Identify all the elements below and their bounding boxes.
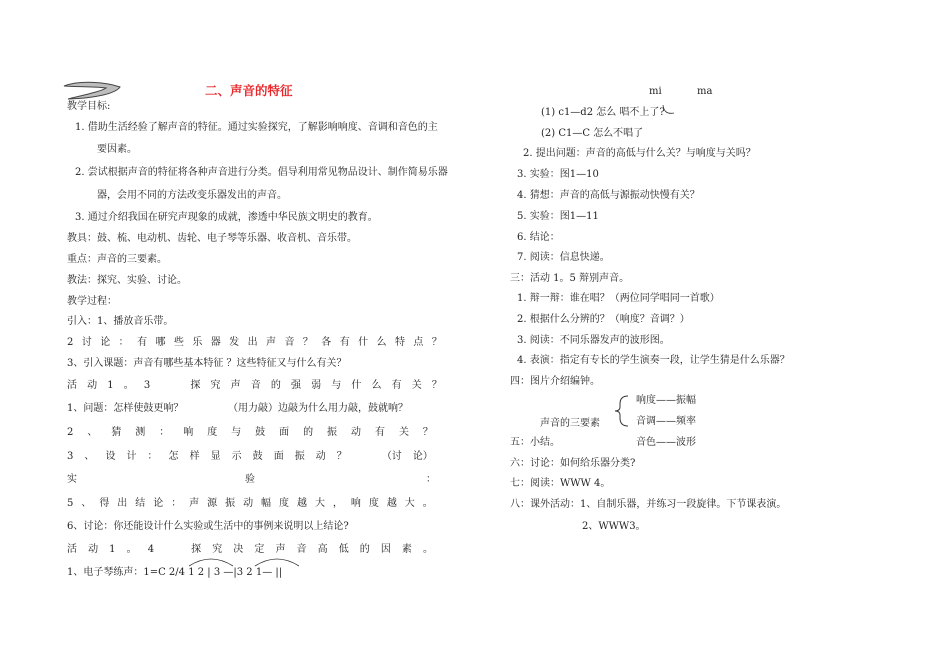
three-elements-label: 声音的三要素 — [540, 418, 600, 429]
right-line-6: 5. 实验：图1—11 — [517, 211, 599, 222]
right-line-18: 八：课外活动：1、自制乐器，并练习一段旋律。下节课表演。 — [510, 499, 787, 510]
keyboard-practice: 1、电子琴练声：1=C 2/4 1 2 | 3 —|3 2 1— || — [67, 567, 283, 578]
right-line-14: 四：图片介绍编钟。 — [510, 376, 600, 387]
solfege-mi: mi — [649, 86, 662, 97]
curve-mark — [660, 103, 676, 117]
right-line-10: 1. 辩一辩：谁在唱？（两位同学唱同一首歌） — [517, 293, 720, 304]
right-line-12: 3. 阅读：不同乐器发声的波形图。 — [517, 335, 670, 346]
design-line: 3 、 设 计 ： 怎 样 显 示 鼓 面 振 动 ？ （讨 论） — [67, 451, 433, 462]
question-1-answer: （用力敲）边敲为什么用力敲，鼓就响？ — [228, 403, 408, 414]
right-line-3: 2. 提出问题：声音的高低与什么关？与响度与关吗？ — [523, 148, 756, 159]
right-line-1: (1) c1—d2 怎么 唱不上了? — [541, 107, 665, 118]
teaching-methods: 教法：探究、实验、讨论。 — [67, 275, 187, 286]
discuss-line: 2 讨 论 ： 有 哪 些 乐 器 发 出 声 音 ？ 各 有 什 么 特 点 ？ — [67, 337, 442, 348]
right-line-13: 4. 表演：指定有专长的学生演奏一段，让学生猜是什么乐器？ — [517, 355, 790, 366]
element-timbre: 音色——波形 — [636, 437, 696, 448]
discussion-6: 6、讨论：你还能设计什么实验或生活中的事例来说明以上结论? — [67, 521, 349, 532]
experiment-label-2: 验 — [245, 474, 255, 485]
goals-heading: 教学目标: — [67, 101, 111, 112]
right-line-2: (2) C1—C 怎么不唱了 — [541, 128, 644, 139]
activity-1-4: 活 动 1 。 4 探 究 决 定 声 音 高 低 的 因 素 。 — [67, 544, 433, 555]
conclusion-line: 5 、 得 出 结 论 ： 声 源 振 动 幅 度 越 大 ， 响 度 越 大 。 — [67, 498, 433, 509]
right-line-17: 七：阅读：WWW 4。 — [510, 478, 611, 489]
goal-2-cont: 器，会用不同的方法改变乐器发出的声音。 — [97, 190, 287, 201]
guess-line: 2 、 猜 测 ： 响 度 与 鼓 面 的 振 动 有 关 ？ — [67, 427, 433, 438]
teaching-tools: 教具：鼓、梳、电动机、齿轮、电子琴等乐器、收音机、音乐带。 — [67, 233, 357, 244]
right-line-8: 7. 阅读：信息快递。 — [517, 252, 610, 263]
activity-1-3: 活 动 1 。 3 探 究 声 音 的 强 弱 与 什 么 有 关 ？ — [67, 380, 442, 391]
goal-1: 1. 借助生活经验了解声音的特征。通过实验探究，了解影响响度、音调和音色的主 — [75, 122, 438, 133]
teaching-process: 教学过程： — [67, 296, 117, 307]
intro-topic: 3、引入课题：声音有哪些基本特征 ？这些特征又与什么有关？ — [67, 358, 347, 369]
brace — [612, 394, 630, 428]
element-pitch: 音调——频率 — [636, 416, 696, 427]
solfege-ma: ma — [697, 86, 713, 97]
right-line-5: 4. 猜想：声音的高低与源振动快慢有关？ — [517, 190, 700, 201]
right-line-15: 五：小结。 — [510, 437, 560, 448]
goal-3: 3. 通过介绍我国在研究声现象的成就，渗透中华民族文明史的教育。 — [75, 212, 378, 223]
right-line-19: 2、WWW3。 — [582, 521, 646, 532]
right-line-11: 2. 根据什么分辨的？（响度？音调？） — [517, 314, 690, 325]
right-line-9: 三：活动 1。5 辩别声音。 — [510, 273, 630, 284]
right-line-7: 6. 结论： — [517, 232, 560, 243]
page-title: 二、声音的特征 — [205, 83, 293, 98]
slur-marks — [185, 554, 305, 568]
right-line-4: 3. 实验：图1—10 — [517, 169, 599, 180]
goal-2: 2. 尝试根据声音的特征将各种声音进行分类。倡导利用常见物品设计、制作简易乐器 — [75, 167, 448, 178]
element-loudness: 响度——振幅 — [636, 395, 696, 406]
experiment-label-1: 实 — [67, 474, 77, 485]
right-line-16: 六：讨论：如何给乐器分类? — [510, 458, 636, 469]
experiment-label-3: ： — [426, 474, 436, 485]
intro-line: 引入：1、播放音乐带。 — [67, 316, 174, 327]
goal-1-cont: 要因素。 — [97, 144, 137, 155]
question-1: 1、问题：怎样使鼓更响？ — [67, 403, 184, 414]
key-point: 重点：声音的三要素。 — [67, 254, 167, 265]
